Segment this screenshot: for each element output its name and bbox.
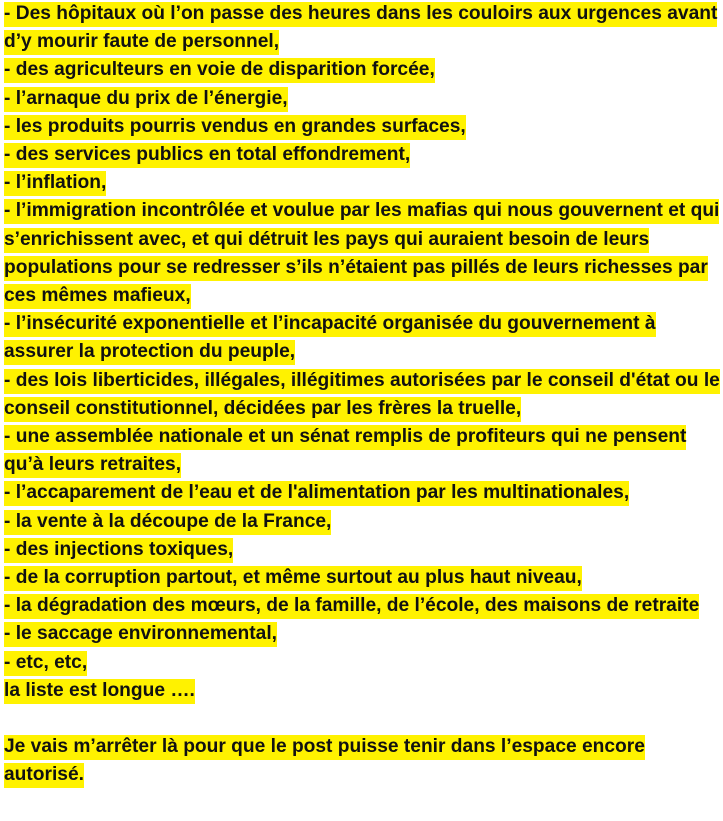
list-item: [4, 367, 721, 423]
highlighted-text: - l’arnaque du prix de l’énergie,: [4, 87, 288, 112]
blank-line: [4, 705, 721, 733]
highlighted-text: - la vente à la découpe de la France,: [4, 510, 331, 535]
list-item: [4, 197, 721, 310]
highlighted-text: - des agriculteurs en voie de disparition forcée,: [4, 58, 435, 83]
highlighted-text: - des services publics en total effondrement,: [4, 143, 410, 168]
closing-paragraph: [4, 733, 721, 789]
highlighted-text: Je vais m’arrêter là pour que le post puisse tenir dans l’espace encore autorisé.: [4, 735, 645, 788]
highlighted-text: - l’inflation,: [4, 171, 106, 196]
highlighted-text: - le saccage environnemental,: [4, 622, 277, 647]
list-item: [4, 85, 721, 113]
highlighted-text: - la dégradation des mœurs, de la famille, de l’école, des maisons de retraite: [4, 594, 699, 619]
list-item: [4, 113, 721, 141]
list-item: [4, 169, 721, 197]
list-item: [4, 479, 721, 507]
list-item: [4, 141, 721, 169]
highlighted-text: la liste est longue ….: [4, 679, 195, 704]
highlighted-text: - l’immigration incontrôlée et voulue par les mafias qui nous gouvernent et qui s’enrichissent avec, et qui détruit les pays qui auraient besoin de leurs populations pour se redresser s’ils n’étaient pas pillés de leurs richesses par ces mêmes mafieux,: [4, 199, 719, 309]
highlighted-text: - une assemblée nationale et un sénat remplis de profiteurs qui ne pensent qu’à leurs retraites,: [4, 425, 686, 478]
highlighted-text: - l’accaparement de l’eau et de l'alimentation par les multinationales,: [4, 481, 629, 506]
list-item: [4, 310, 721, 366]
list-item: [4, 677, 721, 705]
list-item: [4, 536, 721, 564]
list-item: [4, 592, 721, 620]
document-body: [4, 0, 721, 790]
highlighted-text: - de la corruption partout, et même surtout au plus haut niveau,: [4, 566, 582, 591]
highlighted-text: - l’insécurité exponentielle et l’incapacité organisée du gouvernement à assurer la protection du peuple,: [4, 312, 656, 365]
highlighted-text: - des injections toxiques,: [4, 538, 233, 563]
list-item: [4, 649, 721, 677]
list-item: [4, 423, 721, 479]
list-item: [4, 56, 721, 84]
list-item: [4, 0, 721, 56]
list-item: [4, 508, 721, 536]
highlighted-text: - les produits pourris vendus en grandes surfaces,: [4, 115, 466, 140]
highlighted-text: - Des hôpitaux où l’on passe des heures dans les couloirs aux urgences avant d’y mourir faute de personnel,: [4, 2, 717, 55]
list-item: [4, 620, 721, 648]
list-item: [4, 564, 721, 592]
highlighted-text: - etc, etc,: [4, 651, 87, 676]
highlighted-text: - des lois liberticides, illégales, illégitimes autorisées par le conseil d'état ou le conseil constitutionnel, décidées par les frères la truelle,: [4, 369, 720, 422]
